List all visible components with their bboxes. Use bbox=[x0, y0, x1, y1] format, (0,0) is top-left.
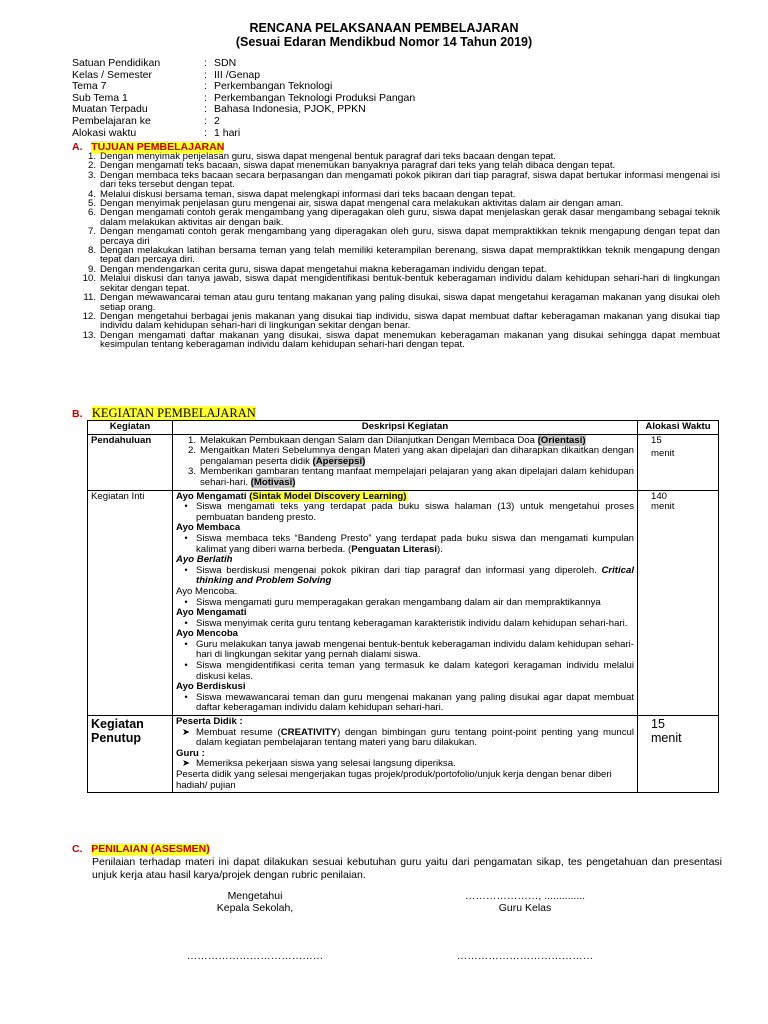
info-row: Muatan Terpadu : Bahasa Indonesia, PJOK, PPKN bbox=[72, 103, 366, 116]
list-item: 1. Dengan menyimak penjelasan guru, siswa dapat mengenal bentuk paragraf dari teks bacaan dengan tepat. bbox=[87, 151, 557, 162]
list-item: 7. Dengan mengamati contoh gerak mengambang yang diperagakan oleh guru, siswa dapat mempraktikkan teknik mengapung dengan tepat dan percaya diri bbox=[87, 226, 720, 247]
list-item: 5. Dengan menyimak penjelasan guru mengenai air, siswa dapat mengenal cara melakukan aktivitas dalam air dengan aman. bbox=[87, 198, 624, 210]
column-header: Kegiatan bbox=[88, 421, 173, 435]
section-a-heading: A. TUJUAN PEMBELAJARAN bbox=[72, 141, 225, 153]
teacher-signature-line: ………………………………… bbox=[456, 950, 594, 962]
section-c-heading: C. PENILAIAN (ASESMEN) bbox=[72, 843, 210, 855]
list-item: 10. Melalui diskusi dan tanya jawab, siswa dapat mengidentifikasi bentuk-bentuk keberagaman individu dalam kehidupan sehari-hari di lingkungan sekitar dengan tepat. bbox=[82, 273, 720, 294]
list-item: 9. Dengan mendengarkan cerita guru, siswa dapat mengetahui makna keberagaman individu dengan tepat. bbox=[87, 263, 547, 275]
table-header-row bbox=[88, 421, 719, 435]
activity-name: Pendahuluan bbox=[88, 434, 173, 490]
info-row: Sub Tema 1 : Perkembangan Teknologi Produksi Pangan bbox=[72, 91, 416, 104]
activity-name: Kegiatan Penutup bbox=[88, 716, 173, 793]
info-row: Tema 7 : Perkembangan Teknologi bbox=[72, 80, 333, 93]
info-row: Pembelajaran ke : 2 bbox=[72, 114, 220, 127]
time-allocation: 140 menit bbox=[638, 490, 719, 715]
principal-signature-line: ………………………………… bbox=[186, 950, 324, 962]
list-item: 2. Dengan mengamati teks bacaan, siswa dapat menemukan banyaknya paragraf dari teks yang telah dibaca dengan tepat. bbox=[87, 160, 616, 172]
doc-subtitle: (Sesuai Edaran Mendikbud Nomor 14 Tahun 2019) bbox=[235, 35, 533, 49]
table-row bbox=[88, 490, 719, 715]
learning-objectives-list bbox=[72, 152, 720, 350]
info-row: Kelas / Semester : III /Genap bbox=[72, 68, 261, 81]
doc-title: RENCANA PELAKSANAAN PEMBELAJARAN bbox=[249, 21, 519, 35]
time-allocation: 15 menit bbox=[638, 434, 719, 490]
list-item: 11. Dengan mewawancarai teman atau guru tentang makanan yang paling disukai, siswa dapat mengetahui keragaman makanan yang disukai oleh setiap orang. bbox=[83, 292, 720, 313]
list-item: 13. Dengan mengamati daftar makanan yang disukai, siswa dapat menemukan keberagaman makanan yang disukai sehingga dapat membuat kesimpulan tentang keberagaman individu dalam kehidupan sehari-hari dengan tepat. bbox=[82, 329, 720, 351]
list-item: 4. Melalui diskusi bersama teman, siswa dapat melengkapi informasi dari teks bacaan dengan tepat. bbox=[87, 188, 516, 200]
list-item: 12. Dengan mengetahui berbagai jenis makanan yang disukai tiap individu, siswa dapat membuat daftar keberagaman makanan yang disukai tiap individu dalam kehidupan sehari-hari di lingkungan sekitar dengan benar. bbox=[82, 310, 720, 332]
table-row bbox=[88, 716, 719, 793]
list-item: 8. Dengan melakukan latihan bersama teman yang telah memiliki keterampilan berenang, siswa dapat mempraktikkan teknik mengapung dengan tepat dan percaya diri. bbox=[87, 245, 720, 266]
activity-description: Peserta Didik : ➤ Membuat resume (CREATIVITY) dengan bimbingan guru tentang point-point penting yang muncul dalam kegiatan pembelajaran tentang materi yang baru dilakukan. Guru : ➤ Memeriksa pekerjaan siswa yang selesai langsung diperiksa. Peserta didik yang selesai mengerjakan tugas projek/produk/portofolio/unjuk kerja dengan benar diberi hadiah/ pujian bbox=[173, 716, 638, 793]
info-row: Satuan Pendidikan : SDN bbox=[72, 57, 237, 69]
time-allocation: 15 menit bbox=[638, 716, 719, 793]
activity-name: Kegiatan Inti bbox=[88, 490, 173, 715]
column-header: Deskripsi Kegiatan bbox=[173, 421, 638, 435]
principal-label: Mengetahui Kepala Sekolah, bbox=[216, 890, 294, 914]
column-header: Alokasi Waktu bbox=[638, 421, 719, 435]
activities-table bbox=[87, 420, 719, 793]
assessment-text: Penilaian terhadap materi ini dapat dilakukan sesuai kebutuhan guru yaitu dari pengamatan sikap, tes pengetahuan dan presentasi unjuk kerja atau hasil karya/projek dengan rubric penilaian. bbox=[92, 856, 722, 881]
activity-description: Ayo Mengamati (Sintak Model Discovery Learning) • Siswa mengamati teks yang terdapat pada buku siswa halaman (13) untuk mengetahui proses pembuatan bandeng presto. Ayo Membaca • Siswa membaca teks “Bandeng Presto” yang terdapat pada buku siswa dan mengamati kumpulan kalimat yang diberi warna berbeda. (Penguatan Literasi). Ayo Berlatih • Siswa berdiskusi mengenai pokok pikiran dari tiap paragraf dan informasi yang diperoleh. Critical thinking and Problem Solving Ayo Mencoba. • Siswa mengamati guru memperagakan gerakan mengambang dalam air dan mempraktikannya Ayo Mengamati • Siswa menyimak cerita guru tentang keberagaman karakteristik individu dalam kehidupan sehari-hari. Ayo Mencoba • Guru melakukan tanya jawab mengenai bentuk-bentuk keberagaman individu dalam kehidupan sehari-hari di lingkungan sekitar yang pernah dialami siswa. • Siswa mengidentifikasi cerita teman yang termasuk ke dalam kategori keragaman individu melalui diskusi kelas. Ayo Berdiskusi • Siswa mewawancarai teman dan guru mengenai makanan yang paling disukai agar dapat membuat daftar keberagaman individu dalam kehidupan sehari-hari. bbox=[173, 490, 638, 715]
info-row: Alokasi waktu : 1 hari bbox=[72, 126, 241, 139]
list-item: 3. Dengan membaca teks bacaan secara berpasangan dan mengamati pokok pikiran dari tiap paragraf, siswa dapat bertukar informasi mengenai isi dari teks tersebut dengan tepat. bbox=[87, 169, 720, 191]
section-b-heading: B. KEGIATAN PEMBELAJARAN bbox=[72, 406, 256, 420]
table-row bbox=[88, 434, 719, 490]
list-item: 6. Dengan mengamati contoh gerak mengambang yang diperagakan oleh guru, siswa dapat menjelaskan gerak dasar mengambang sebagai teknik dalam melakukan aktivitas air dengan baik. bbox=[87, 207, 720, 228]
activity-description: 1. Melakukan Pembukaan dengan Salam dan Dilanjutkan Dengan Membaca Doa (Orientasi) 2. Mengaitkan Materi Sebelumnya dengan Materi yang akan dipelajari dan diharapkan dikaitkan dengan pengalaman peserta didik (Apersepsi) 3. Memberikan gambaran tentang manfaat mempelajari pelajaran yang akan dipelajari dalam kehidupan sehari-hari. (Motivasi) bbox=[173, 434, 638, 490]
identity-block bbox=[72, 58, 415, 139]
teacher-label: …………………, .............. Guru Kelas bbox=[464, 890, 586, 914]
